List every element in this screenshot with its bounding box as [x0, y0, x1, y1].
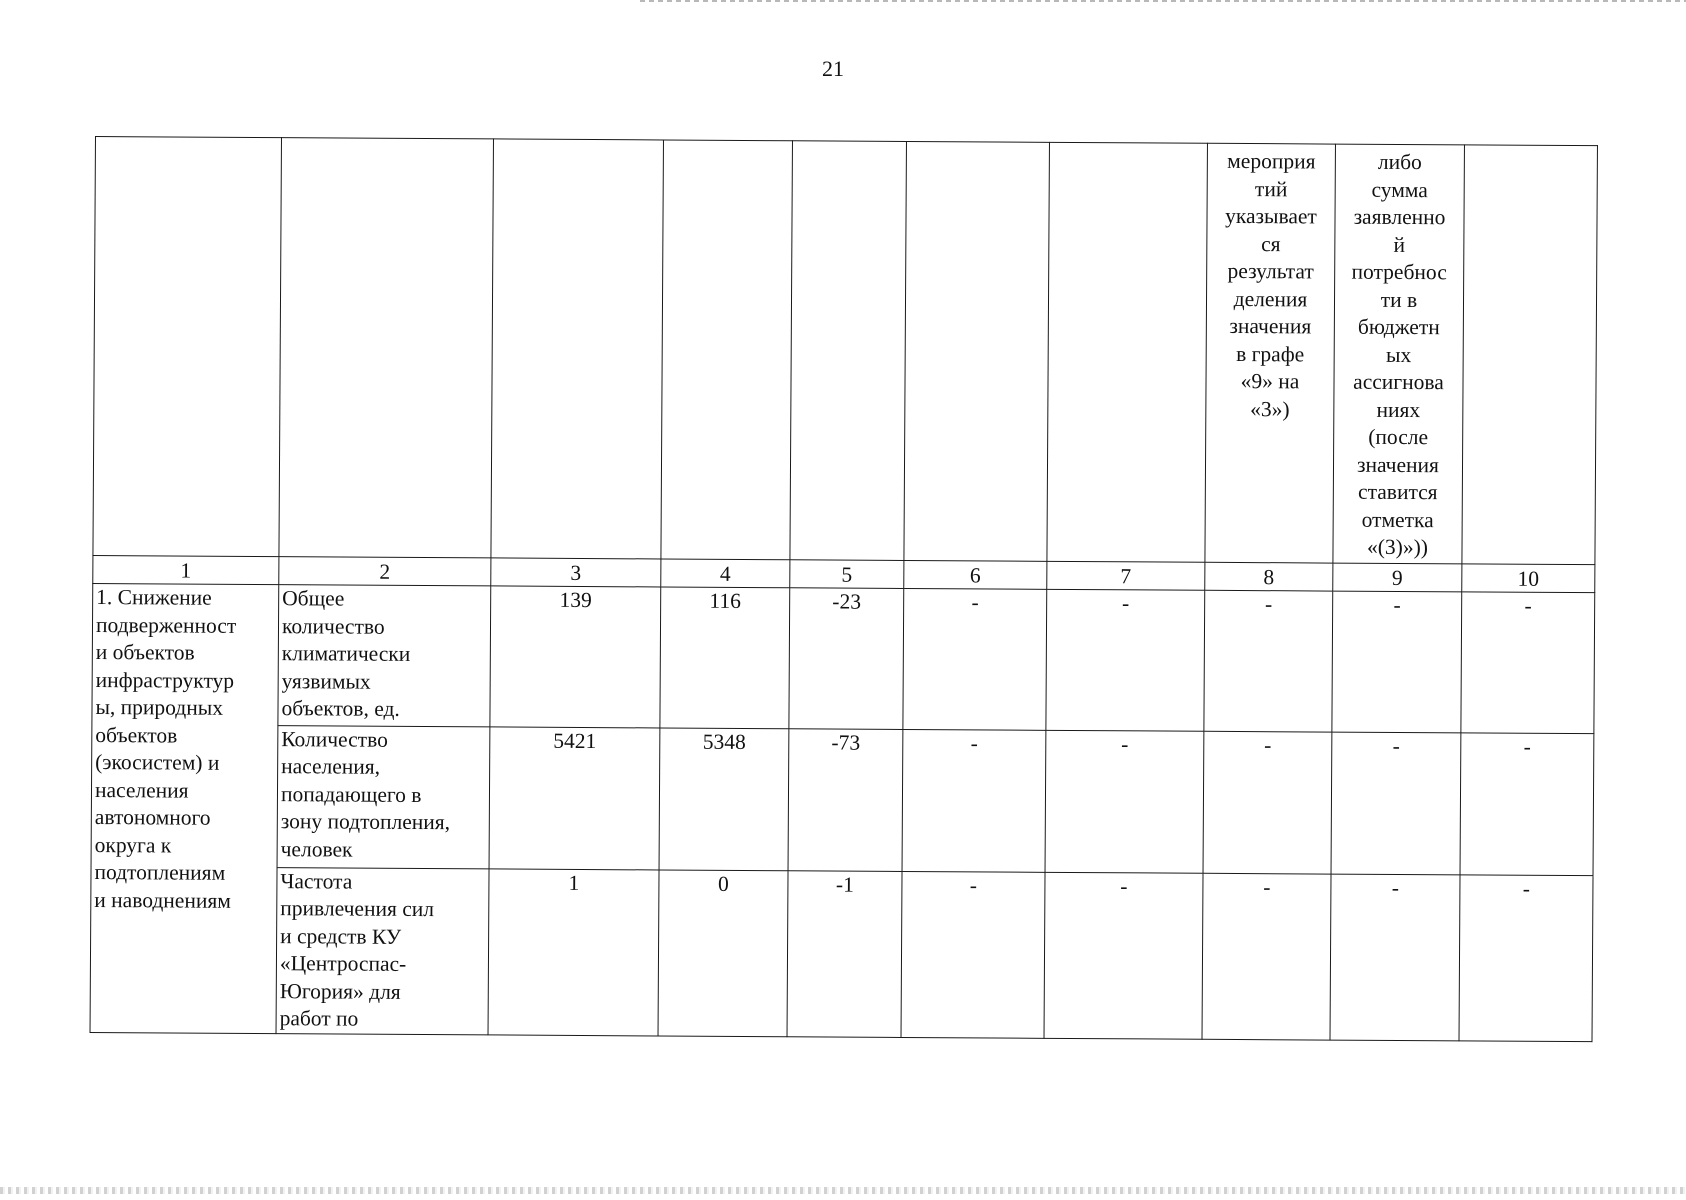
header-cell-4	[661, 140, 793, 560]
column-number: 4	[661, 559, 790, 588]
column-number: 1	[93, 556, 279, 585]
header-cell-2	[279, 138, 494, 559]
value-cell: -	[1203, 731, 1332, 874]
indicator-table	[90, 136, 1598, 1042]
value-cell: -23	[789, 588, 904, 729]
column-number: 3	[491, 558, 661, 587]
value-cell: -	[901, 871, 1045, 1038]
value-cell: -	[1330, 874, 1460, 1041]
goal-cell	[90, 584, 279, 1034]
table-row	[92, 584, 1595, 733]
indicator-text: Частота привлечения сил и средств КУ «Центроспас- Югория» для работ по	[279, 868, 435, 1031]
header-cell-1	[93, 137, 282, 558]
value-cell: -1	[787, 871, 902, 1038]
column-number: 10	[1462, 564, 1595, 593]
value-cell: -	[1459, 875, 1593, 1042]
header-cell-9	[1333, 144, 1465, 564]
value-cell: -	[1332, 592, 1462, 733]
value-cell: 1	[488, 869, 659, 1036]
value-cell: -	[1204, 591, 1333, 732]
value-cell: -	[902, 729, 1046, 872]
column-number: 6	[904, 561, 1047, 590]
column-number: 9	[1333, 564, 1462, 593]
value-cell: -73	[788, 728, 903, 871]
value-cell: -	[1331, 732, 1461, 875]
header-col9-text: либо сумма заявленно й потребнос ти в бюджетн ых ассигнова ниях (после значения ставится отметка «(3)»))	[1351, 149, 1447, 560]
value-cell: -	[1046, 590, 1205, 731]
scan-edge-top	[640, 0, 1686, 2]
column-number: 8	[1205, 563, 1333, 592]
scan-edge-bottom	[0, 1187, 1686, 1194]
value-cell: -	[1045, 730, 1204, 873]
value-cell: -	[1460, 732, 1594, 875]
value-cell: 116	[660, 587, 790, 728]
column-number: 5	[790, 560, 904, 589]
value-cell: -	[1461, 592, 1595, 733]
page-number: 21	[822, 56, 844, 81]
value-cell: 5421	[489, 727, 660, 870]
value-cell: 5348	[659, 728, 789, 871]
column-number: 7	[1047, 562, 1205, 591]
value-cell: -	[1044, 872, 1203, 1039]
indicator-cell	[278, 585, 491, 726]
value-cell: -	[903, 589, 1047, 730]
header-col8-text: мероприя тий указывает ся результат деления значения в графе «9» на «3»)	[1225, 148, 1317, 421]
indicator-text: Количество населения, попадающего в зону подтопления, человек	[280, 726, 451, 862]
goal-text: 1. Снижение подверженност и объектов инфраструктур ы, природных объектов (экосистем) и населения автономного округа к подтоплениям и наводнениям	[94, 585, 237, 913]
value-cell: -	[1202, 873, 1331, 1040]
indicator-cell	[276, 867, 489, 1034]
indicator-text: Общее количество климатически уязвимых объектов, ед.	[281, 586, 411, 722]
indicator-cell	[277, 725, 490, 868]
table-row	[90, 866, 1593, 1041]
header-continuation-row	[93, 137, 1598, 566]
column-number: 2	[279, 557, 491, 586]
header-cell-6	[904, 141, 1050, 561]
header-cell-5	[790, 141, 907, 561]
header-cell-3	[491, 139, 664, 559]
value-cell: 139	[490, 586, 661, 727]
value-cell: 0	[658, 870, 788, 1037]
header-cell-10	[1462, 145, 1598, 565]
header-cell-7	[1047, 142, 1208, 562]
header-cell-8	[1205, 143, 1336, 563]
table-row	[91, 724, 1594, 875]
